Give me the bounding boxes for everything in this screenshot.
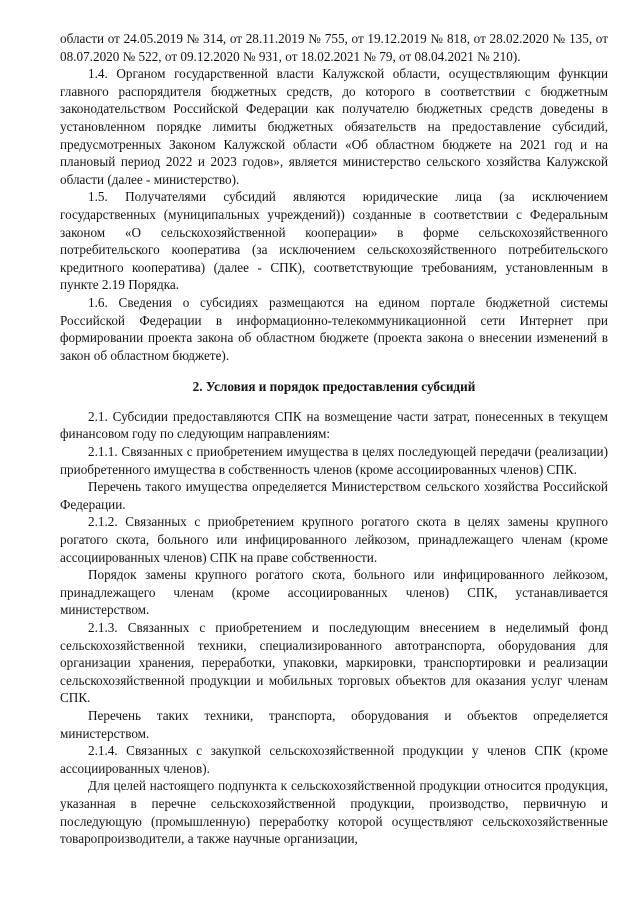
paragraph-2-1: 2.1. Субсидии предоставляются СПК на возмещение части затрат, понесенных в текущем финансовом году по следующим направлениям:	[60, 408, 608, 442]
paragraph-equipment-list: Перечень таких техники, транспорта, оборудования и объектов определяется министерством.	[60, 707, 608, 741]
paragraph-1-4: 1.4. Органом государственной власти Калужской области, осуществляющим функции главного распорядителя бюджетных средств, до которого в соответствии с бюджетным законодательством Российской Федерации как получателю бюджетных средств доведены в установленном порядке лимиты бюджетных обязательств на предоставление субсидий, предусмотренных Законом Калужской области «Об областном бюджете на 2021 год и на плановый период 2022 и 2023 годов», является министерство сельского хозяйства Калужской области (далее - министерство).	[60, 66, 608, 187]
paragraph-1-6: 1.6. Сведения о субсидиях размещаются на едином портале бюджетной системы Российской Федерации в информационно-телекоммуникационной сети Интернет при формировании проекта закона об областном бюджете (проекта закона о внесении изменений в закон об областном бюджете).	[60, 294, 608, 363]
paragraph-product-definition: Для целей настоящего подпункта к сельскохозяйственной продукции относится продукция, указанная в перечне сельскохозяйственной продукции, производство, первичную и последующую (промышленную) переработку которой осуществляют сельскохозяйственные товаропроизводители, а также научные организации,	[60, 778, 608, 847]
paragraph-2-1-1: 2.1.1. Связанных с приобретением имущества в целях последующей передачи (реализации) приобретенного имущества в собственность членов (кроме ассоциированных членов) СПК.	[60, 444, 608, 477]
section-title: 2. Условия и порядок предоставления субсидий	[192, 379, 476, 395]
paragraph-2-1-2: 2.1.2. Связанных с приобретением крупного рогатого скота в целях замены крупного рогатого скота, больного или инфицированного лейкозом, принадлежащего членам (кроме ассоциированных членов) СПК на праве собственности.	[60, 514, 608, 565]
paragraph-cattle-procedure: Порядок замены крупного рогатого скота, больного или инфицированного лейкозом, принадлежащего членам (кроме ассоциированных членов) СПК, устанавливается министерством.	[60, 567, 608, 618]
paragraph-property-list: Перечень такого имущества определяется Министерством сельского хозяйства Российской Федерации.	[60, 479, 608, 512]
paragraph-1-5: 1.5. Получателями субсидий являются юридические лица (за исключением государственных (муниципальных учреждений)) созданные в соответствии с Федеральным законом «О сельскохозяйственной кооперации» в форме сельскохозяйственного потребительского кооператива (за исключением сельскохозяйственного потребительского кредитного кооператива) (далее - СПК), соответствующие требованиям, установленным в пункте 2.19 Порядка.	[60, 189, 608, 293]
paragraph-amendments: области от 24.05.2019 № 314, от 28.11.2019 № 755, от 19.12.2019 № 818, от 28.02.2020 № 135, от 08.07.2020 № 522, от 09.12.2020 № 931, от 18.02.2021 № 79, от 08.04.2021 № 210).	[60, 31, 608, 64]
paragraph-2-1-4: 2.1.4. Связанных с закупкой сельскохозяйственной продукции у членов СПК (кроме ассоциированных членов).	[60, 743, 608, 776]
paragraph-2-1-3: 2.1.3. Связанных с приобретением и последующим внесением в неделимый фонд сельскохозяйственной техники, специализированного автотранспорта, оборудования для организации хранения, переработки, упаковки, маркировки, транспортировки и реализации сельскохозяйственной продукции и мобильных торговых объектов для оказания услуг членам СПК.	[60, 620, 608, 706]
